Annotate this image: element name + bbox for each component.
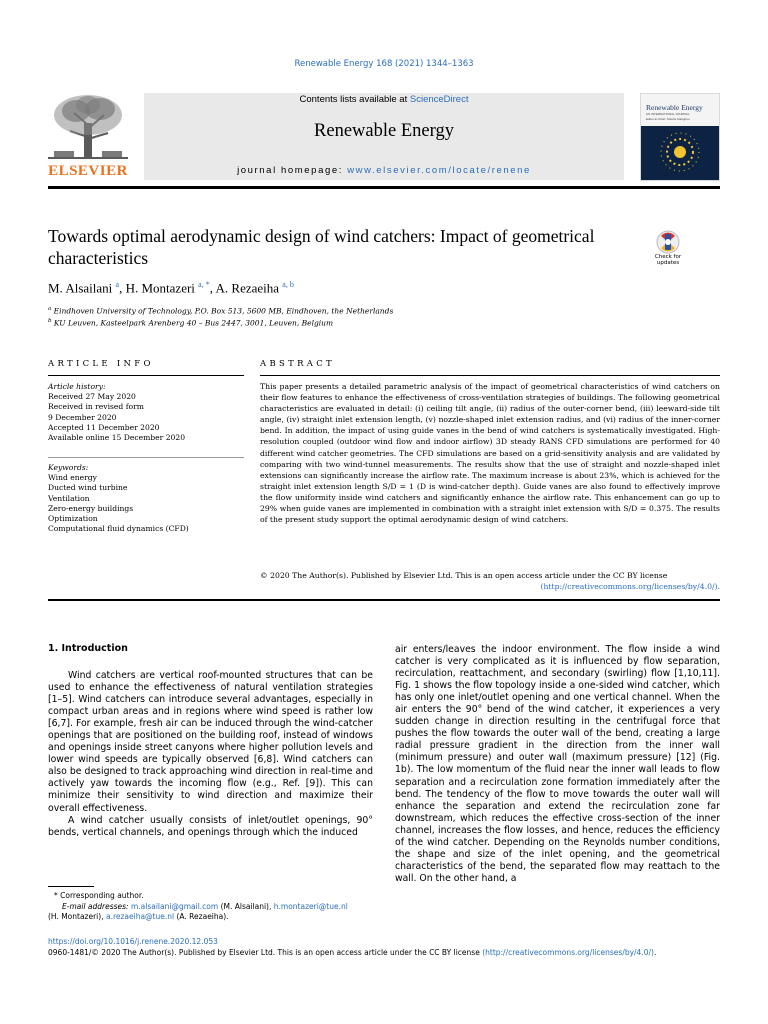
email-owner: (H. Montazeri), [48, 912, 106, 922]
article-history [48, 382, 244, 443]
homepage-link[interactable]: www.elsevier.com/locate/renene [347, 165, 531, 176]
body-paragraph: Wind catchers are vertical roof-mounted structures that can be used to enhance the effectiveness of natural ventilation strategies [1–5]. Wind catchers can introduce several advantages, especially in compact urban areas and in regions where wind speed is rather low [6,7]. For example, fresh air can be induced through the wind-catcher openings that are positioned on the building roof, instead of windows and openings inside street canyons where higher pollution levels and lower wind speeds are typically observed [6,8]. Wind catchers can also be designed to track approaching wind direction in real-time and actively yaw towards the incoming flow (e.g., Ref. [9]). This can minimize their sensitivity to wind direction and maximize their overall effectiveness. [48, 670, 373, 814]
email-addresses-cont [48, 912, 373, 923]
history-entry: Received 27 May 2020 [48, 392, 136, 402]
issn-end: . [653, 948, 657, 957]
intro-left-column [48, 670, 373, 839]
email-owner: (M. Alsailani), [218, 901, 274, 911]
affiliation-mark: b [48, 318, 52, 324]
homepage-prefix: journal homepage: [237, 165, 348, 176]
affiliation-text: KU Leuven, Kasteelpark Arenberg 40 – Bus 2447, 3001, Leuven, Belgium [53, 318, 334, 328]
crossmark-label: Check for updates [654, 254, 682, 266]
body-paragraph: A wind catcher usually consists of inlet/outlet openings, 90° bends, vertical channels, and openings through which the induced [48, 814, 373, 838]
abstract-text: This paper presents a detailed parametric analysis of the impact of geometrical characteristics of wind catchers on their flow features to enhance the effectiveness of cross-ventilation strategies of buildings. The following geometrical characteristics are evaluated in detail: (i) ceiling tilt angle, (ii) radius of the outer-corner bend, (iii) leeward-side tilt angle, (iv) straight inlet extension length, (v) nozzle-shaped inlet extension radius, and (vi) radius of the inner-corner bend. In addition, the impact of using guide vanes in the bend of wind catchers is systematically investigated. High-resolution coupled (outdoor wind flow and indoor airflow) 3D steady RANS CFD simulations are performed for 40 different wind catcher geometries. The CFD simulations are based on a grid-sensitivity analysis and are validated by comparing with two wind-tunnel measurements. The results show that the use of straight and nozzle-shaped inlet extensions can significantly increase the airflow rate. The maximum increase is about 23%, which is achieved for the straight inlet extension length S/D = 1 (D is wind-catcher depth). Guide vanes are also found to effectively improve the flow uniformity inside wind catchers and significantly enhance the airflow rate. This enhancement can go up to 29% when guide vanes are implemented in combination with a straight inlet extension with S/D = 0.375. The results of the present study support the optimal aerodynamic design of wind catchers. [260, 382, 720, 525]
history-entry: 9 December 2020 [48, 412, 117, 422]
footer-license-link[interactable]: (http://creativecommons.org/licenses/by/4.0/) [482, 948, 654, 957]
abstract-heading: ABSTRACT [260, 359, 335, 369]
email-addresses [48, 902, 373, 913]
email-link[interactable]: m.alsailani@gmail.com [130, 901, 219, 911]
elsevier-wordmark: ELSEVIER [48, 163, 128, 179]
abstract-copyright: © 2020 The Author(s). Published by Elsevier Ltd. This is an open access article under the CC BY license [260, 571, 668, 580]
abstract-rule [260, 375, 720, 376]
journal-citation-link[interactable]: Renewable Energy 168 (2021) 1344–1363 [294, 59, 474, 69]
keyword: Wind energy [48, 473, 97, 483]
affiliation-mark: a [48, 306, 52, 312]
keyword: Optimization [48, 514, 98, 524]
cover-editor: Editor-in-Chief: Soteris Kalogirou [646, 117, 690, 121]
keywords-label: Keywords: [48, 463, 89, 472]
body-paragraph: air enters/leaves the indoor environment. The flow inside a wind catcher is very complicated as it is influenced by flow separation, recirculation, reattachment, and secondary (swirling) flow [1,10,11]. Fig. 1 shows the flow topology inside a one-sided wind catcher, which has only one inlet/outlet opening and one vertical channel. When the air enters the 90° bend of the wind catcher, it experiences a very sudden change in direction resulting in the centrifugal force that pushes the flow towards the outer wall of the bend, creating a large radial pressure gradient in the direction from the inner wall (minimum pressure) and outer wall (maximum pressure) [12] (Fig. 1b). The low momentum of the fluid near the inner wall leads to flow separation and a recirculation zone formation immediately after the bend. The tendency of the flow to move towards the outer wall will enhance the separation and extend the recirculation zone far downstream, which reduces the effective cross-section of the inner channel, increases the flow losses, and hence, reduces the efficiency of the wind catcher. Depending on the Reynolds number conditions, the shape and size of the inlet opening, and the geometrical characteristics of the bend, the separated flow may reattach to the wall. On the other hand, a [395, 644, 720, 884]
email-link[interactable]: h.montazeri@tue.nl [273, 901, 348, 911]
sciencedirect-link[interactable]: ScienceDirect [409, 94, 469, 105]
keywords-block [48, 463, 244, 534]
keywords-rule [48, 457, 244, 458]
header-rule [48, 186, 720, 189]
keyword: Computational fluid dynamics (CFD) [48, 524, 189, 534]
article-info-heading: ARTICLE INFO [48, 359, 154, 369]
cover-subtitle: AN INTERNATIONAL JOURNAL [646, 112, 690, 116]
author-name[interactable]: A. Rezaeiha [215, 280, 280, 296]
article-info-rule [48, 375, 244, 376]
footnote [48, 891, 373, 923]
issn-copyright-line [48, 948, 656, 957]
journal-homepage-line [144, 165, 624, 176]
affiliation-a [48, 306, 393, 316]
author-name[interactable]: M. Alsailani [48, 280, 113, 296]
keyword: Ducted wind turbine [48, 483, 128, 493]
license-link[interactable]: (http://creativecommons.org/licenses/by/4.0/). [540, 582, 720, 591]
section-heading-introduction: 1. Introduction [48, 643, 128, 654]
check-for-updates-badge[interactable] [650, 230, 686, 268]
email-owner: (A. Rezaeiha). [174, 912, 229, 922]
author-affil-mark[interactable]: a, b [282, 280, 294, 289]
email-link[interactable]: a.rezaeiha@tue.nl [105, 912, 175, 922]
author-affil-mark[interactable]: a [115, 280, 120, 289]
author-affil-mark[interactable]: a, * [198, 280, 210, 289]
author-list: M. Alsailani $^a$, H. Montazeri $^{a, *}$, A. Rezaeiha $^{a, b}$ [48, 280, 294, 296]
cover-top-panel [641, 94, 719, 126]
keyword: Ventilation [48, 493, 90, 503]
email-label: E-mail addresses: [62, 901, 131, 911]
cover-title: Renewable Energy [646, 103, 703, 112]
affiliation-b [48, 318, 333, 328]
article-title: Towards optimal aerodynamic design of wind catchers: Impact of geometrical characteristics [48, 226, 595, 268]
author-name[interactable]: H. Montazeri [125, 280, 195, 296]
issn-text: 0960-1481/© 2020 The Author(s). Published by Elsevier Ltd. This is an open access article under the CC BY license [48, 948, 483, 957]
history-label: Article history: [48, 382, 106, 391]
journal-name: Renewable Energy [314, 121, 454, 141]
front-matter-rule [48, 599, 720, 601]
affiliation-text: Eindhoven University of Technology, P.O. Box 513, 5600 MB, Eindhoven, the Netherlands [53, 306, 394, 316]
history-entry: Accepted 11 December 2020 [48, 422, 160, 432]
intro-right-column [395, 644, 720, 885]
journal-cover-thumbnail[interactable] [640, 93, 720, 181]
keyword: Zero-energy buildings [48, 503, 134, 513]
history-entry: Received in revised form [48, 402, 144, 412]
cover-artwork [641, 126, 719, 180]
history-entry: Available online 15 December 2020 [48, 433, 186, 443]
footnote-rule [48, 886, 94, 887]
doi-link[interactable]: https://doi.org/10.1016/j.renene.2020.12.053 [48, 937, 218, 946]
contents-line [144, 94, 624, 105]
corresponding-author-note: * Corresponding author. [54, 891, 144, 900]
contents-prefix: Contents lists available at [299, 94, 410, 105]
